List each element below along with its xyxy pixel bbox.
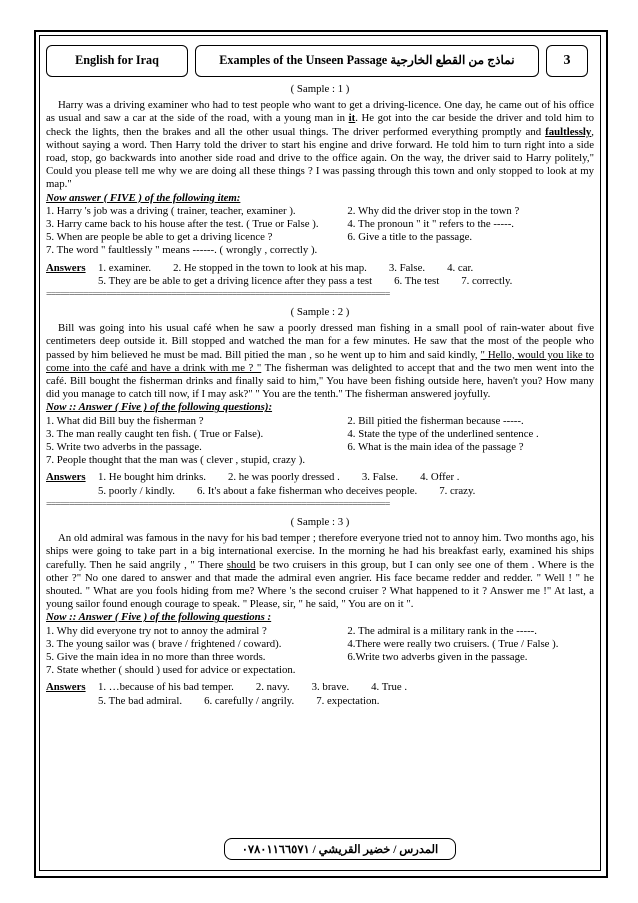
sample-3-passage: An old admiral was famous in the navy for his bad temper ; therefore everyone tried not to annoy him. Two months ago, his ships were going to take part in a big international exercise. In the morning he had his breakfast early, examined his ships carefully. Then he said angrily , " There should be two cruisers in this group, but I can only see one of them . Where is the other ?" No one dared to answer and that made the admiral even angrier. His face became redder and redder. " Well ! " he shouted. " What are you fools hiding from me? Where 's the second cruiser ? What happened to it ? Answer me !" At last, a young sailor found enough courage to speak. " Please, sir, " he said, " You are on it ". [46,532,594,611]
sample-2-answers: Answers 1. He bought him drinks. 2. he was poorly dressed . 3. False. 4. Offer . 5. poorly / kindly. 6. It's about a fake fisherman who deceives people. 7. crazy. [46,471,476,497]
question-row: 5. Write two adverbs in the passage. 6. What is the main idea of the passage ? [46,441,524,454]
sample-3-answers: Answers 1. …because of his bad temper. 2. navy. 3. brave. 4. True . 5. The bad admiral. 6. carefully / angrily. 7. expectation. [46,681,408,707]
sample-1-passage: Harry was a driving examiner who had to test people who want to get a driving-licence. One day, he came out of his office as usual and saw a car at the side of the road, with a young man in it. He got into the car beside the driver and told him to check the lights, then the brakes and all the other usual things. The driver performed everything promptly and faultlessly, without saying a word. Then Harry told the driver to start his engine and drive forward. He told him to turn right into a side road, stop, go backwards into another side road and drive to the office again. On the way, the driver said to Harry politely," Could you please tell me why we are doing all these things ? I was passing through this town and only stopped to look at my map." [46,99,594,191]
question-row: 7. State whether ( should ) used for advice or expectation. [46,664,296,677]
answers-label: Answers [46,471,86,484]
sample-1-answers: Answers 1. examiner. 2. He stopped in the town to look at his map. 3. False. 4. car. 5. They are be able to get a driving licence after they pass a test 6. The test 7. correctly. [46,261,513,287]
sample-3-title: ( Sample : 3 ) [290,515,350,528]
sample-1-questions-heading: Now answer ( FIVE ) of the following item: [46,191,241,204]
question-row: 1. What did Bill buy the fisherman ? 2. Bill pitied the fisherman because -----. [46,414,524,427]
sample-2-questions-heading: Now :: Answer ( Five ) of the following questions): [46,401,273,414]
underlined-faultlessly: faultlessly [545,125,592,138]
question-row: 7. People thought that the man was ( clever , stupid, crazy ). [46,454,306,467]
question-row: 5. When are people be able to get a driving licence ? 6. Give a title to the passage. [46,231,473,244]
footer-teacher-box: المدرس / خضير القريشي / ٠٧٨٠١١٦٦٥٧١ [224,838,456,860]
question-row: 5. Give the main idea in no more than three words. 6.Write two adverbs given in the passage. [46,650,528,663]
sample-2-passage: Bill was going into his usual café when he saw a poorly dressed man fishing in a small pool of rain-water about five centimeters deep outside it. Bill stopped and watched the man for a few minutes. He saw that the most of the people who passed by him believed he must be mad. Bill pitied the man , so he went up to him and said kindly, " Hello, would you like to come into the café and have a drink with me ? " The fisherman was delighted to accept that and the two men went into the café. Bill bought the fisherman drinks and finally said to him," You have been fishing outside here, haven't you? How many did you manage to catch till now, if I may ask?" " You are the tenth." The fisherman answered joyfully. [46,322,595,401]
question-row: 3. The young sailor was ( brave / frightened / coward). 4.There were really two cruisers. ( True / False ). [46,637,559,650]
question-row: 3. The man really caught ten fish. ( True or False). 4. State the type of the underlined sentence . [46,427,539,440]
question-row: 1. Why did everyone try not to annoy the admiral ? 2. The admiral is a military rank in the -----. [46,624,537,637]
question-row: 7. The word " faultlessly " means ------. ( wrongly , correctly ). [46,244,318,257]
content [46,42,594,708]
underlined-it: it [348,112,356,125]
question-row: 3. Harry came back to his house after the test. ( True or False ). 4. The pronoun " it " refers to the -----. [46,218,515,231]
page-number-box: 3 [546,45,588,77]
underlined-should: should [226,558,256,571]
question-row: 1. Harry 's job was a driving ( trainer, teacher, examiner ). 2. Why did the driver stop in the town ? [46,204,520,217]
header-left-box: English for Iraq [46,45,188,77]
underlined-sentence: " Hello, would you like to come into the café and have a drink with me ? " [46,348,594,374]
divider: ========================================================================== [46,290,390,301]
answers-label: Answers [46,681,86,694]
sample-2-title: ( Sample : 2 ) [290,306,350,319]
sample-3-questions-heading: Now :: Answer ( Five ) of the following questions : [46,611,272,624]
header [46,45,594,77]
header-title-box: Examples of the Unseen Passage نماذج من القطع الخارجية [195,45,539,77]
answers-label: Answers [46,261,86,274]
divider: ========================================================================== [46,499,390,510]
sample-1-title: ( Sample : 1 ) [290,83,350,95]
